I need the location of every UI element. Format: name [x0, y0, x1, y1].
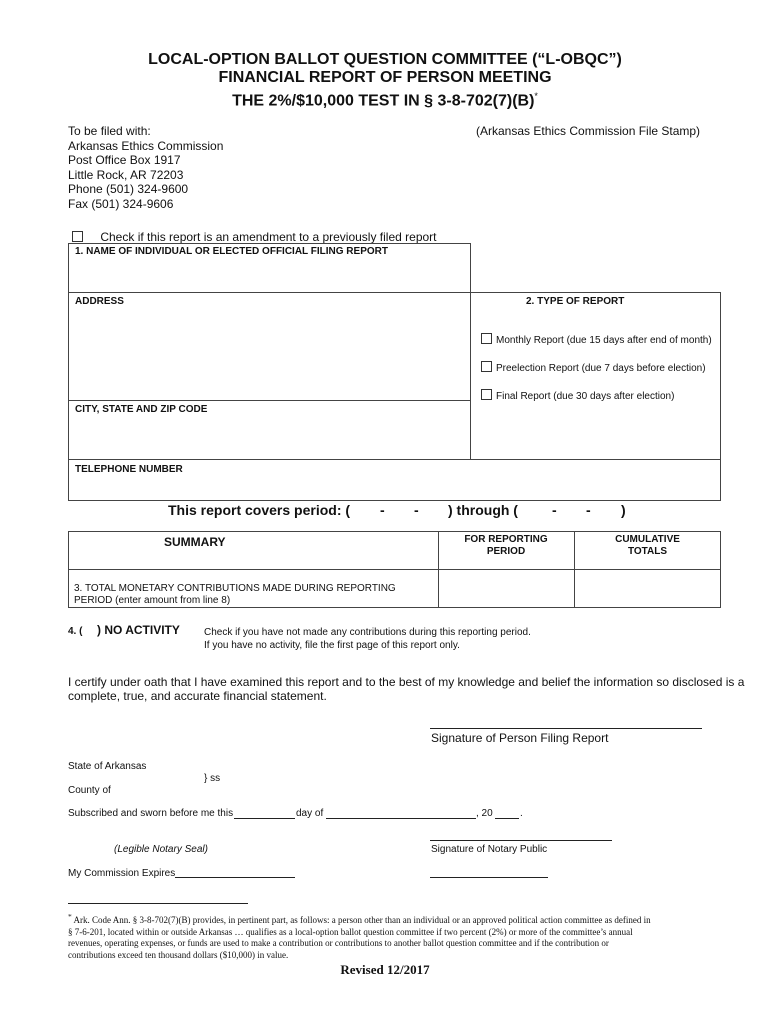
city-state-zip-field[interactable] [68, 400, 471, 460]
period-dash: - [586, 502, 591, 518]
type-of-report-box [470, 292, 721, 460]
contributions-label-line: 3. TOTAL MONETARY CONTRIBUTIONS MADE DURING REPORTING [74, 583, 396, 594]
name-field[interactable] [68, 243, 471, 293]
col-reporting-period-line: PERIOD [486, 546, 526, 557]
contributions-row-label [74, 583, 396, 607]
cumulative-amount-input[interactable] [575, 570, 720, 607]
commission-expires-line[interactable] [175, 877, 295, 878]
certification-text [68, 675, 744, 703]
certification-line: complete, true, and accurate financial statement. [68, 689, 327, 703]
name-field-label: 1. NAME OF INDIVIDUAL OR ELECTED OFFICIAL FILING REPORT [75, 246, 388, 257]
period-close: ) [621, 502, 626, 518]
notary-signature-label: Signature of Notary Public [431, 844, 548, 855]
monthly-label: Monthly Report (due 15 days after end of month) [496, 335, 712, 346]
form-title-line2: FINANCIAL REPORT OF PERSON MEETING [218, 69, 552, 86]
file-stamp-label: (Arkansas Ethics Commission File Stamp) [476, 124, 701, 138]
final-checkbox[interactable] [481, 389, 492, 400]
no-activity-number: 4. ( [68, 626, 83, 637]
subscribed-year-line[interactable] [495, 818, 519, 819]
type-of-report-heading: 2. TYPE OF REPORT [526, 296, 625, 307]
telephone-field[interactable] [68, 459, 721, 501]
no-activity-label: ) NO ACTIVITY [97, 623, 180, 637]
footnote-line: revenues, operating expenses, or funds are used to make a contribution or contributions to another ballot question committee and if the contribution or [68, 938, 609, 948]
period-through: ) through ( [448, 502, 518, 518]
subscribed-day-line[interactable] [234, 818, 295, 819]
period-dash: - [552, 502, 557, 518]
notary-extra-line[interactable] [430, 877, 548, 878]
footnote-mark: * [68, 912, 72, 921]
col-cumulative-line: CUMULATIVE [615, 534, 680, 545]
col-cumulative [574, 534, 721, 558]
report-option-preelection[interactable] [481, 361, 706, 374]
filing-line: Arkansas Ethics Commission [68, 138, 224, 153]
revised-date: Revised 12/2017 [340, 962, 430, 977]
col-reporting-period [438, 534, 574, 558]
signature-line[interactable] [430, 728, 702, 729]
footnote-line: § 7-6-201, located within or outside Arkansas … qualifies as a local-option ballot question committee if two percent (2%) or more of the committee’s annual [68, 926, 633, 937]
ss-label: } ss [204, 773, 221, 784]
filing-line: Little Rock, AR 72203 [68, 167, 184, 182]
filing-line: To be filed with: [68, 124, 151, 138]
preelection-checkbox[interactable] [481, 361, 492, 372]
subscribed-month-line[interactable] [326, 818, 476, 819]
no-activity-desc-line: Check if you have not made any contributions during this reporting period. [204, 627, 531, 638]
commission-expires-label: My Commission Expires [68, 868, 176, 879]
filing-line: Post Office Box 1917 [68, 153, 181, 167]
filing-line: Phone (501) 324-9600 [68, 182, 189, 196]
reporting-period-amount-input[interactable] [439, 570, 574, 607]
county-label: County of [68, 785, 111, 796]
city-state-zip-label: CITY, STATE AND ZIP CODE [75, 404, 208, 415]
form-title-line3: THE 2%/$10,000 TEST IN § 3-8-702(7)(B)* [232, 91, 538, 110]
period-dash: - [380, 502, 385, 518]
signature-label: Signature of Person Filing Report [431, 731, 609, 745]
footnote-separator [68, 903, 248, 904]
report-option-monthly[interactable] [481, 333, 712, 346]
col-cumulative-line: TOTALS [627, 546, 668, 557]
amendment-checkbox[interactable] [72, 231, 83, 242]
final-label: Final Report (due 30 days after election) [496, 391, 675, 402]
footnote-line: Ark. Code Ann. § 3-8-702(7)(B) provides, in pertinent part, as follows: a person other than an individual or an approved political action committee as defined in [73, 915, 651, 925]
preelection-label: Preelection Report (due 7 days before election) [496, 363, 706, 374]
summary-heading: SUMMARY [164, 535, 226, 549]
amendment-label: Check if this report is an amendment to a previously filed report [100, 230, 437, 244]
contributions-label-line: PERIOD (enter amount from line 8) [74, 595, 231, 606]
filing-address [68, 124, 223, 211]
state-label: State of Arkansas [68, 761, 147, 772]
subscribed-text: Subscribed and sworn before me this [68, 808, 234, 819]
telephone-label: TELEPHONE NUMBER [75, 464, 183, 475]
address-field-label: ADDRESS [75, 296, 124, 307]
subscribed-period: . [520, 808, 523, 819]
footnote [68, 911, 728, 961]
subscribed-dayof: day of [296, 808, 324, 819]
footnote-marker: * [534, 91, 538, 101]
no-activity-description [204, 626, 531, 652]
address-field[interactable] [68, 292, 471, 401]
period-label: This report covers period: ( [168, 502, 351, 518]
footnote-line: contributions exceed ten thousand dollars ($10,000) in value. [68, 949, 289, 960]
monthly-checkbox[interactable] [481, 333, 492, 344]
no-activity-desc-line: If you have no activity, file the first page of this report only. [204, 640, 460, 651]
certification-line: I certify under oath that I have examined this report and to the best of my knowledge and belief the information so disclosed is a [68, 675, 745, 689]
notary-seal-label: (Legible Notary Seal) [114, 844, 208, 855]
notary-signature-line[interactable] [430, 840, 612, 841]
col-reporting-period-line: FOR REPORTING [464, 534, 548, 545]
form-title-line1: LOCAL-OPTION BALLOT QUESTION COMMITTEE (“L-OBQC”) [148, 51, 622, 68]
report-option-final[interactable] [481, 389, 674, 402]
period-dash: - [414, 502, 419, 518]
filing-line: Fax (501) 324-9606 [68, 196, 174, 211]
subscribed-year-prefix: , 20 [476, 808, 493, 819]
